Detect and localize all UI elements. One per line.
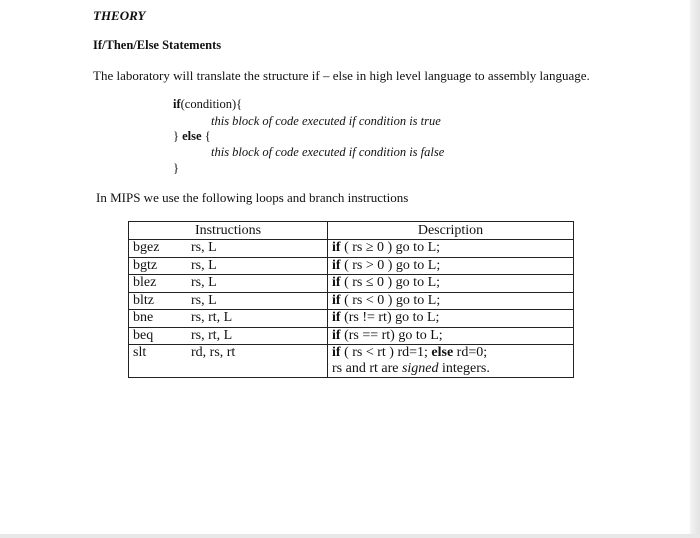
desc-else-result: rd=0; [453,345,488,360]
row-operands: rs, L [183,292,328,310]
code-else-line [173,129,211,144]
row-description [328,257,574,275]
row-operands: rs, L [183,257,328,275]
table-row [129,310,574,328]
desc-condition: ( rs < 0 ) go to L; [340,292,441,308]
row-operands: rd, rs, rt [183,345,328,378]
table-row [129,345,574,378]
code-close-brace: } [173,161,179,175]
note-signed: signed [401,361,439,376]
desc-else-keyword: else [431,345,454,360]
header-instructions: Instructions [129,222,328,240]
row-operands: rs, rt, L [183,310,328,328]
table-header-row [129,222,574,240]
page-edge-shadow [690,0,700,538]
desc-condition: (rs != rt) go to L; [340,310,440,325]
note-prefix: rs and rt are [332,361,402,376]
code-else-comment: this block of code executed if condition is false [211,145,445,159]
instructions-table [128,221,574,378]
table-row [129,240,574,258]
desc-if-keyword: if [332,310,341,325]
mips-intro: In MIPS we use the following loops and branch instructions [96,190,409,205]
desc-condition: ( rs ≥ 0 ) go to L; [340,240,441,255]
row-mnemonic: blez [129,275,184,293]
desc-if-keyword: if [332,345,341,360]
table-row [129,275,574,293]
theory-heading: THEORY [93,8,146,23]
slt-condition-line [332,345,569,361]
row-mnemonic: bgtz [129,257,184,275]
row-description [328,292,574,310]
header-description: Description [328,222,574,240]
table-row [129,327,574,345]
code-else-brace: } [173,129,183,143]
row-mnemonic: bltz [129,292,184,310]
code-else-open: { [201,129,211,143]
code-if-keyword: if [173,97,181,111]
row-operands: rs, rt, L [183,327,328,345]
desc-condition: ( rs ≤ 0 ) go to L; [340,275,441,290]
desc-condition: ( rs > 0 ) go to L; [340,257,441,273]
desc-condition: ( rs < rt ) rd=1; [340,345,432,360]
row-mnemonic: bne [129,310,184,328]
intro-paragraph: The laboratory will translate the structure if – else in high level language to assembly language. [93,68,590,83]
row-description [328,310,574,328]
row-operands: rs, L [183,240,328,258]
row-description [328,240,574,258]
slt-note-line [332,361,569,377]
code-else-keyword: else [182,129,202,143]
row-mnemonic: slt [129,345,184,378]
desc-if-keyword: if [332,240,341,255]
row-description [328,275,574,293]
desc-condition: (rs == rt) go to L; [340,327,443,343]
note-suffix: integers. [438,361,490,376]
page-bottom-edge [0,534,700,538]
row-description [328,327,574,345]
row-mnemonic: bgez [129,240,184,258]
table-row [129,257,574,275]
table-row [129,292,574,310]
section-title: If/Then/Else Statements [93,38,222,52]
desc-if-keyword: if [332,257,341,273]
desc-if-keyword: if [332,275,341,290]
code-if-line [173,97,242,112]
row-operands: rs, L [183,275,328,293]
code-if-condition: (condition){ [180,97,243,111]
row-mnemonic: beq [129,327,184,345]
desc-if-keyword: if [332,292,341,308]
code-then-comment: this block of code executed if condition is true [211,114,441,128]
row-description [328,345,574,378]
desc-if-keyword: if [332,327,341,343]
